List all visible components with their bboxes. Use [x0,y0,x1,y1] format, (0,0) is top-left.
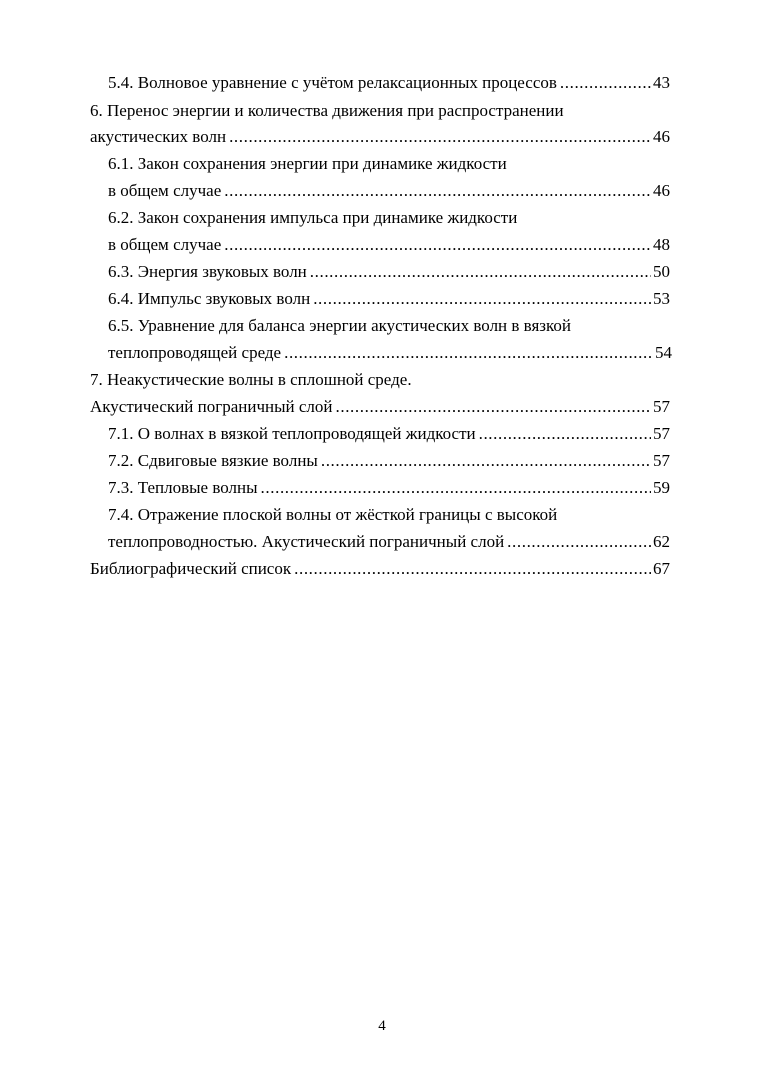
toc-entry-6 [90,124,670,150]
toc-page-number: 62 [653,532,670,551]
toc-entry-7-line1: 7. Неакустические волны в сплошной среде. [90,370,412,389]
toc-entry-title: 6.4. Импульс звуковых волн [108,289,311,308]
toc-entry-6-5 [108,340,672,366]
toc-entry-title: теплопроводящей среде [108,343,282,362]
toc-page-number: 54 [655,343,672,362]
toc-entry-7-1 [108,421,670,447]
dot-leader [261,475,651,501]
toc-entry-6-3 [108,259,670,285]
toc-entry-title: теплопроводностью. Акустический пограничный слой [108,532,505,551]
toc-entry-title: 7.1. О волнах в вязкой теплопроводящей жидкости [108,424,476,443]
page-number: 4 [378,1018,386,1034]
dot-leader [224,232,651,258]
toc-entry-6-2 [108,232,670,258]
toc-entry-title: акустических волн [90,127,227,146]
toc-page-number: 46 [653,181,670,200]
toc-page-number: 67 [653,559,670,578]
toc-entry-5-4 [108,70,670,96]
dot-leader [479,421,651,447]
toc-entry-bibliography [90,556,670,582]
toc-entry-title: Акустический пограничный слой [90,397,333,416]
toc-entry-6-1-line1: 6.1. Закон сохранения энергии при динамике жидкости [108,154,507,173]
toc-entry-7-3 [108,475,670,501]
toc-page-number: 48 [653,235,670,254]
toc-entry-title: 7.3. Тепловые волны [108,478,258,497]
toc-entry-title: Библиографический список [90,559,292,578]
dot-leader [310,259,651,285]
toc-page-number: 57 [653,424,670,443]
toc-entry-6-line1: 6. Перенос энергии и количества движения при распространении [90,101,564,120]
toc-page-number: 57 [653,451,670,470]
dot-leader [229,124,651,150]
toc-entry-7 [90,394,670,420]
toc-page-number: 57 [653,397,670,416]
toc-page-number: 53 [653,289,670,308]
toc-entry-7-4-line1: 7.4. Отражение плоской волны от жёсткой границы с высокой [108,505,558,524]
toc-entry-6-5-line1: 6.5. Уравнение для баланса энергии акустических волн в вязкой [108,316,572,335]
toc-entry-7-2 [108,448,670,474]
dot-leader [224,178,651,204]
dot-leader [321,448,651,474]
toc-page-number: 46 [653,127,670,146]
dot-leader [560,70,651,96]
dot-leader [294,556,651,582]
dot-leader [507,529,651,555]
toc-entry-6-2-line1: 6.2. Закон сохранения импульса при динамике жидкости [108,208,518,227]
toc-entry-7-4 [108,529,670,555]
toc-page-number: 43 [653,73,670,92]
dot-leader [284,340,653,366]
dot-leader [313,286,651,312]
toc-entry-6-4 [108,286,670,312]
toc-entry-6-1 [108,178,670,204]
toc-entry-title: в общем случае [108,181,222,200]
toc-page-number: 59 [653,478,670,497]
toc-entry-title: 6.3. Энергия звуковых волн [108,262,307,281]
dot-leader [336,394,652,420]
toc-entry-title: в общем случае [108,235,222,254]
toc-entry-title: 5.4. Волновое уравнение с учётом релаксационных процессов [108,73,557,92]
toc-page-number: 50 [653,262,670,281]
toc-entry-title: 7.2. Сдвиговые вязкие волны [108,451,318,470]
